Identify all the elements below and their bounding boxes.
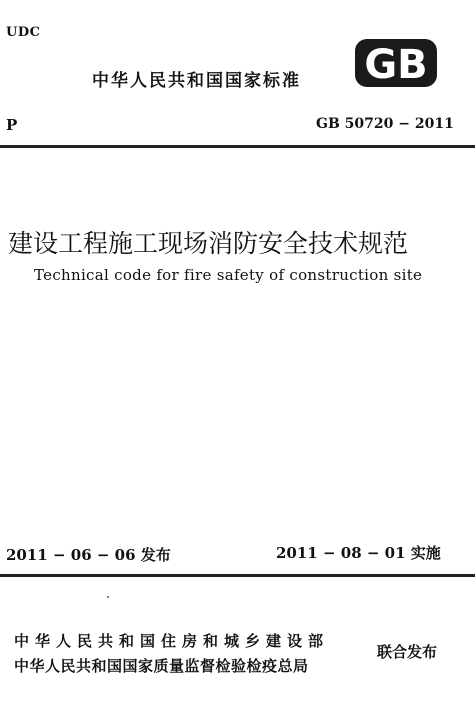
implementation-date: 2011 − 08 − 01 实施 <box>276 544 441 562</box>
title-chinese: 建设工程施工现场消防安全技术规范 <box>8 229 409 258</box>
svg-text:GB: GB <box>364 42 428 88</box>
joint-issue-label: 联合发布 <box>377 643 438 661</box>
national-standard-heading: 中华人民共和国国家标准 <box>92 71 301 91</box>
issue-date: 2011 − 06 − 06 发布 <box>6 546 171 564</box>
issuer-aqsiq: 中华人民共和国国家质量监督检验检疫总局 <box>14 657 309 675</box>
issuer-ministry-housing: 中华人民共和国住房和城乡建设部 <box>14 632 330 650</box>
bottom-divider <box>0 574 475 577</box>
classification-code: P <box>6 116 18 134</box>
title-english: Technical code for fire safety of construction site <box>34 266 423 284</box>
udc-label: UDC <box>6 25 41 40</box>
speck <box>107 596 109 598</box>
gb-logo <box>354 38 438 88</box>
standard-number: GB 50720 − 2011 <box>316 116 454 132</box>
top-divider <box>0 145 475 148</box>
